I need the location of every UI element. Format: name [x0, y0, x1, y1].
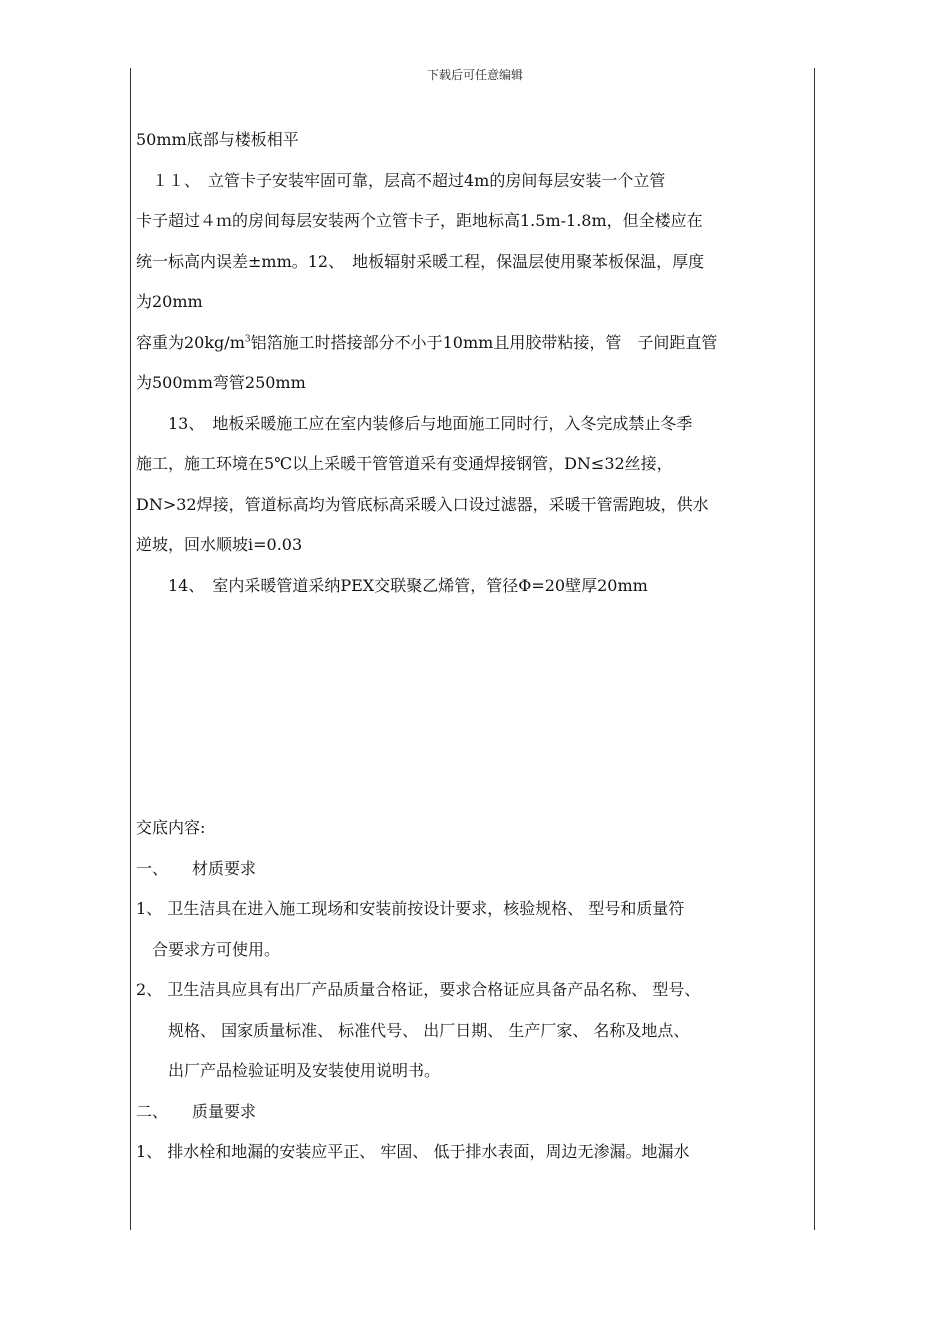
paragraph-line: 为20mm [136, 292, 203, 311]
paragraph-line: 逆坡，回水顺坡i=0.03 [136, 535, 303, 554]
page-header-note: 下载后可任意编辑 [426, 68, 523, 82]
paragraph-line: 1、 卫生洁具在进入施工现场和安装前按设计要求，核验规格、 型号和质量符 [136, 899, 685, 918]
paragraph-line: 合要求方可使用。 [136, 939, 281, 959]
paragraph-line: 施工，施工环境在5℃以上采暖干管管道采有变通焊接钢管，DN≤32丝接， [136, 454, 673, 473]
frame-right-border [814, 68, 815, 1230]
paragraph-line: 14、 室内采暖管道采纳PEX交联聚乙烯管，管径Φ=20壁厚20mm [136, 575, 648, 595]
paragraph-line: DN>32焊接，管道标高均为管底标高采暖入口设过滤器，采暖干管需跑坡，供水 [136, 494, 709, 514]
superscript-3: 3 [244, 334, 251, 345]
density-text: 容重为20kg/m [136, 332, 245, 352]
paragraph-line: 规格、 国家质量标准、 标准代号、 出厂日期、 生产厂家、 名称及地点、 [136, 1020, 690, 1040]
paragraph-line: 13、 地板采暖施工应在室内装修后与地面施工同时行，入冬完成禁止冬季 [136, 413, 693, 433]
paragraph-line: 统一标高内误差±mm。12、 地板辐射采暖工程，保温层使用聚苯板保温，厚度 [136, 251, 705, 271]
paragraph-line [136, 323, 808, 364]
frame-left-border [130, 68, 131, 1230]
paragraph-line: 50mm底部与楼板相平 [136, 130, 299, 149]
section-heading: 交底内容: [136, 818, 206, 837]
paragraph-line: 2、 卫生洁具应具有出厂产品质量合格证，要求合格证应具备产品名称、 型号、 [136, 980, 701, 999]
paragraph-line: 为500mm弯管250mm [136, 373, 306, 392]
blank-space [136, 606, 808, 808]
section-heading: 一、 材质要求 [136, 858, 257, 878]
paragraph-line: １１、 立管卡子安装牢固可靠，层高不超过4m的房间每层安装一个立管 [136, 170, 666, 190]
paragraph-line: 出厂产品检验证明及安装使用说明书。 [136, 1061, 441, 1080]
foil-text: 铝箔施工时搭接部分不小于10mm且用胶带粘接，管 子间距直管 [250, 332, 718, 352]
document-body [136, 120, 808, 1173]
section-heading: 二、 质量要求 [136, 1101, 257, 1121]
paragraph-line: 卡子超过４ｍ的房间每层安装两个立管卡子，距地标高1.5m-1.8m，但全楼应在 [136, 211, 703, 230]
paragraph-line: 1、 排水栓和地漏的安装应平正、 牢固、 低于排水表面，周边无渗漏。地漏水 [136, 1142, 690, 1161]
